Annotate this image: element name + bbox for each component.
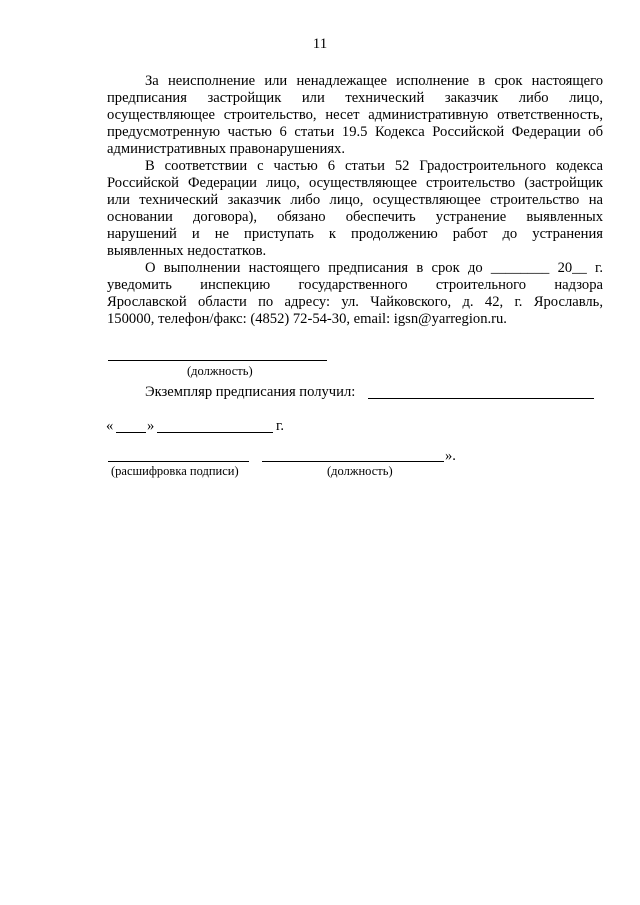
- closing-mark: ».: [445, 448, 456, 464]
- position-signature-line: [108, 360, 327, 361]
- paragraph-2-line-5: нарушений и не приступать к продолжению работ до устранения: [107, 226, 603, 242]
- position-line-2: [262, 461, 444, 462]
- date-close-quote: »: [147, 418, 155, 434]
- paragraph-2-line-6: выявленных недостатков.: [107, 243, 267, 259]
- date-year-suffix: г.: [276, 418, 284, 434]
- date-month-line: [157, 432, 273, 433]
- paragraph-2-line-2: Российской Федерации лицо, осуществляющее строительство (застройщик: [107, 175, 603, 191]
- paragraph-1-line-4: предусмотренную частью 6 статьи 19.5 Кодекса Российской Федерации об: [107, 124, 603, 140]
- paragraph-3-line-3: Ярославской области по адресу: ул. Чайковского, д. 42, г. Ярославль,: [107, 294, 603, 310]
- position-caption-2: (должность): [327, 464, 393, 478]
- paragraph-2-line-1: В соответствии с частью 6 статьи 52 Градостроительного кодекса: [145, 158, 603, 174]
- paragraph-1-line-3: осуществляющее строительство, несет административную ответственность,: [107, 107, 603, 123]
- position-caption: (должность): [187, 364, 253, 378]
- paragraph-3-line-2: уведомить инспекцию государственного строительного надзора: [107, 277, 603, 293]
- paragraph-3-line-4: 150000, телефон/факс: (4852) 72-54-30, email: igsn@yarregion.ru.: [107, 311, 507, 327]
- decode-caption: (расшифровка подписи): [111, 464, 239, 478]
- copy-received-line: [368, 398, 594, 399]
- paragraph-2-line-4: основании договора), обязано обеспечить устранение выявленных: [107, 209, 603, 225]
- copy-received-label: Экземпляр предписания получил:: [145, 384, 356, 400]
- paragraph-1-line-2: предписания застройщик или технический заказчик либо лицо,: [107, 90, 603, 106]
- paragraph-1-line-1: За неисполнение или ненадлежащее исполнение в срок настоящего: [145, 73, 603, 89]
- paragraph-3-line-1: О выполнении настоящего предписания в срок до ________ 20__ г.: [145, 260, 603, 276]
- decode-signature-line: [108, 461, 249, 462]
- paragraph-1-line-5: административных правонарушениях.: [107, 141, 345, 157]
- page-number: 11: [312, 36, 328, 52]
- date-day-line: [116, 432, 146, 433]
- date-open-quote: «: [106, 418, 114, 434]
- paragraph-2-line-3: или технический заказчик либо лицо, осуществляющее строительство на: [107, 192, 603, 208]
